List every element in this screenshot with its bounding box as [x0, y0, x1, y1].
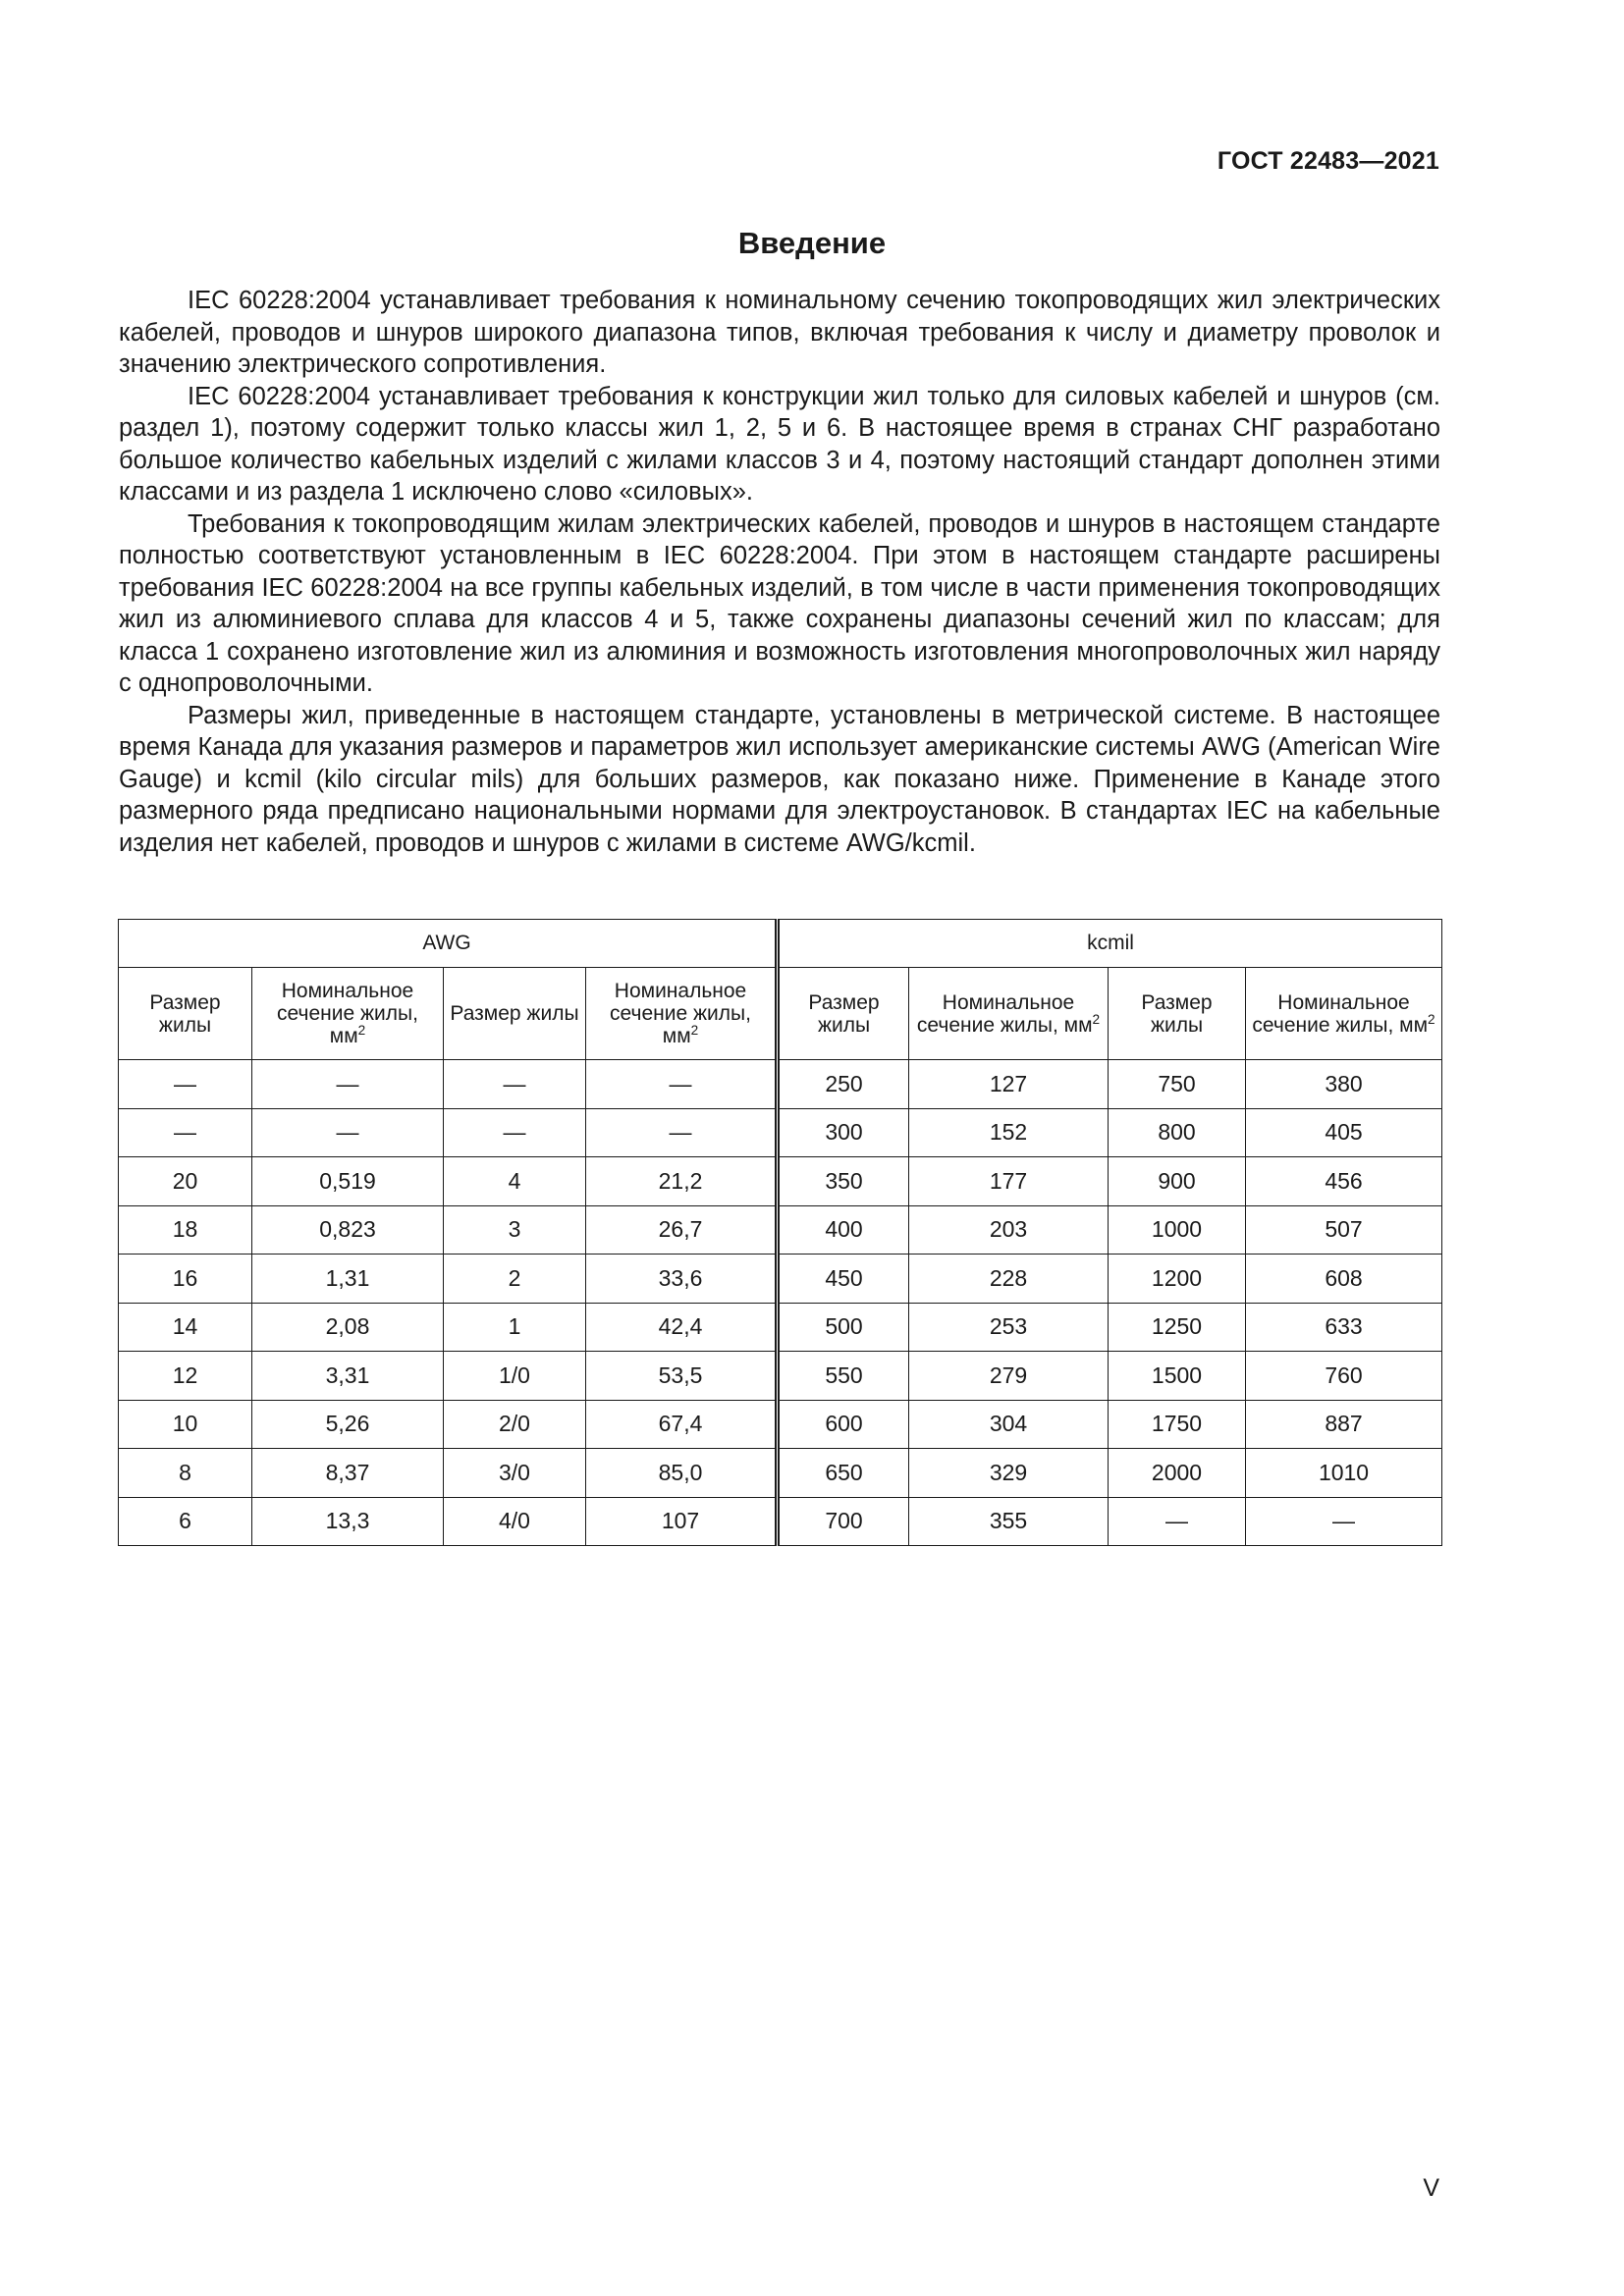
table-cell: 700 [778, 1497, 909, 1546]
table-row [119, 1205, 1442, 1255]
table-cell: 1000 [1109, 1205, 1246, 1255]
table-cell: 67,4 [586, 1400, 778, 1449]
table-cell: 1010 [1246, 1449, 1442, 1498]
table-cell: 329 [909, 1449, 1109, 1498]
table-cell: 355 [909, 1497, 1109, 1546]
table-cell: 450 [778, 1255, 909, 1304]
table-cell: 405 [1246, 1108, 1442, 1157]
table-cell: 127 [909, 1060, 1109, 1109]
awg-group-header: AWG [119, 920, 778, 968]
table-cell: 1200 [1109, 1255, 1246, 1304]
page-title: Введение [737, 226, 887, 260]
col-header-section: Номинальное сечение жилы, $мм^2$ [909, 968, 1109, 1060]
table-row [119, 1449, 1442, 1498]
table-cell: 1,31 [252, 1255, 444, 1304]
table-cell: 228 [909, 1255, 1109, 1304]
table-cell: 550 [778, 1352, 909, 1401]
table-cell: 1500 [1109, 1352, 1246, 1401]
table-cell: 3 [444, 1205, 586, 1255]
table-cell: 6 [119, 1497, 252, 1546]
paragraph: IEC 60228:2004 устанавливает требования к конструкции жил только для силовых кабелей и шнуров (см. раздел 1), поэтому содержит только классы жил 1, 2, 5 и 6. В настоящее время в странах СНГ разработано большое количество кабельных изделий с жилами классов 3 и 4, поэтому настоящий стандарт дополнен этими классами и из раздела 1 исключено слово «силовых». [119, 382, 1440, 506]
table-row [119, 1303, 1442, 1352]
table-cell: 2,08 [252, 1303, 444, 1352]
table-cell: 1250 [1109, 1303, 1246, 1352]
table-cell: — [444, 1060, 586, 1109]
table-cell: 400 [778, 1205, 909, 1255]
table-cell: 5,26 [252, 1400, 444, 1449]
table-cell: 650 [778, 1449, 909, 1498]
table-cell: 177 [909, 1157, 1109, 1206]
table-cell: 2000 [1109, 1449, 1246, 1498]
table-cell: 900 [1109, 1157, 1246, 1206]
table-cell: — [586, 1108, 778, 1157]
awg-kcmil-table [118, 919, 1442, 1546]
col-header-size: Размер жилы [119, 968, 252, 1060]
intro-text [119, 285, 1440, 859]
table-cell: 8,37 [252, 1449, 444, 1498]
paragraph: Размеры жил, приведенные в настоящем стандарте, установлены в метрической системе. В настоящее время Канада для указания размеров и параметров жил использует американские системы AWG (American Wire Gauge) и kcmil (kilo circular mils) для больших размеров, как показано ниже. Применение в Канаде этого размерного ряда предписано национальными нормами для электроустановок. В стандартах IEC на кабельные изделия нет кабелей, проводов и шнуров с жилами в системе AWG/kcmil. [119, 701, 1440, 857]
col-header-section: Номинальное сечение жилы, $мм^2$ [1246, 968, 1442, 1060]
table-cell: 456 [1246, 1157, 1442, 1206]
table-row [119, 1352, 1442, 1401]
col-header-size: Размер жилы [1109, 968, 1246, 1060]
paragraph: IEC 60228:2004 устанавливает требования к номинальному сечению токопроводящих жил электрических кабелей, проводов и шнуров широкого диапазона типов, включая требования к числу и диаметру проволок и значению электрического сопротивления. [119, 287, 1440, 378]
table-cell: 380 [1246, 1060, 1442, 1109]
table-cell: 279 [909, 1352, 1109, 1401]
col-header-section: Номинальное сечение жилы, $мм^2$ [586, 968, 778, 1060]
table-cell: 107 [586, 1497, 778, 1546]
table-cell: 1 [444, 1303, 586, 1352]
table-cell: 10 [119, 1400, 252, 1449]
table-cell: 4 [444, 1157, 586, 1206]
table-cell: 4/0 [444, 1497, 586, 1546]
table-cell: 887 [1246, 1400, 1442, 1449]
table-row [119, 1157, 1442, 1206]
table-cell: 253 [909, 1303, 1109, 1352]
table-cell: 13,3 [252, 1497, 444, 1546]
table-row [119, 1060, 1442, 1109]
table-cell: 760 [1246, 1352, 1442, 1401]
table-cell: 14 [119, 1303, 252, 1352]
table-cell: 0,519 [252, 1157, 444, 1206]
table-cell: — [586, 1060, 778, 1109]
table-row [119, 1108, 1442, 1157]
table-cell: 608 [1246, 1255, 1442, 1304]
table-cell: 18 [119, 1205, 252, 1255]
table-cell: 85,0 [586, 1449, 778, 1498]
table-cell: 507 [1246, 1205, 1442, 1255]
table-cell: — [252, 1060, 444, 1109]
table-cell: 3,31 [252, 1352, 444, 1401]
table-cell: 26,7 [586, 1205, 778, 1255]
paragraph: Требования к токопроводящим жилам электрических кабелей, проводов и шнуров в настоящем стандарте полностью соответствуют установленным в IEC 60228:2004. При этом в настоящем стандарте расширены требования IEC 60228:2004 на все группы кабельных изделий, в том числе в части применения токопроводящих жил из алюминиевого сплава для классов 4 и 5, также сохранены диапазоны сечений жил по классам; для класса 1 сохранено изготовление жил из алюминия и возможность изготовления многопроволочных жил наряду с однопроволочными. [119, 509, 1440, 697]
table-cell: 203 [909, 1205, 1109, 1255]
table-cell: 12 [119, 1352, 252, 1401]
table-cell: 500 [778, 1303, 909, 1352]
table-cell: 33,6 [586, 1255, 778, 1304]
table-cell: 42,4 [586, 1303, 778, 1352]
table-cell: 21,2 [586, 1157, 778, 1206]
table-cell: 300 [778, 1108, 909, 1157]
table-cell: 20 [119, 1157, 252, 1206]
document-id: ГОСТ 22483—2021 [1217, 147, 1439, 175]
col-header-section: Номинальное сечение жилы, $мм^2$ [252, 968, 444, 1060]
table-cell: 250 [778, 1060, 909, 1109]
table-cell: 600 [778, 1400, 909, 1449]
table-row [119, 1400, 1442, 1449]
table-cell: 750 [1109, 1060, 1246, 1109]
table-cell: — [1246, 1497, 1442, 1546]
table-cell: — [119, 1108, 252, 1157]
table-cell: 16 [119, 1255, 252, 1304]
table-row [119, 1497, 1442, 1546]
page-number: V [1423, 2174, 1439, 2202]
table-cell: — [252, 1108, 444, 1157]
col-header-size: Размер жилы [444, 968, 586, 1060]
table-cell: 0,823 [252, 1205, 444, 1255]
table-cell: 3/0 [444, 1449, 586, 1498]
table-cell: 1/0 [444, 1352, 586, 1401]
table-cell: 8 [119, 1449, 252, 1498]
table-cell: — [444, 1108, 586, 1157]
table-cell: 633 [1246, 1303, 1442, 1352]
table-cell: 53,5 [586, 1352, 778, 1401]
table-cell: — [1109, 1497, 1246, 1546]
table-cell: 350 [778, 1157, 909, 1206]
table-cell: — [119, 1060, 252, 1109]
col-header-size: Размер жилы [778, 968, 909, 1060]
table-cell: 2 [444, 1255, 586, 1304]
table-body [119, 1060, 1442, 1546]
kcmil-group-header: kcmil [778, 920, 1442, 968]
table-row [119, 1255, 1442, 1304]
table-cell: 2/0 [444, 1400, 586, 1449]
table-cell: 1750 [1109, 1400, 1246, 1449]
table-cell: 800 [1109, 1108, 1246, 1157]
table-cell: 152 [909, 1108, 1109, 1157]
table-cell: 304 [909, 1400, 1109, 1449]
